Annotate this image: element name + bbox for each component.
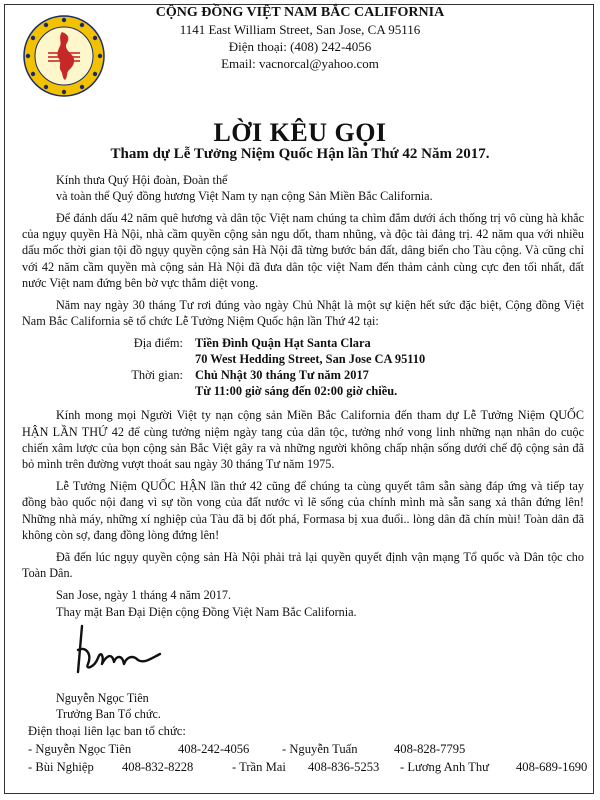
closing-date: San Jose, ngày 1 tháng 4 năm 2017. xyxy=(56,588,232,603)
location-address-text: 70 West Hedding Street, San Jose CA 95110 xyxy=(195,352,426,367)
contact-phone: 408-828-7795 xyxy=(394,742,466,756)
contact-phone: 408-242-4056 xyxy=(178,742,250,756)
contact-name: - Nguyễn Tuấn xyxy=(282,742,358,756)
signature xyxy=(68,620,168,680)
org-name: CỘNG ĐỒNG VIỆT NAM BẮC CALIFORNIA xyxy=(155,5,445,20)
contacts xyxy=(28,722,588,776)
event-hours: Từ 11:00 giờ sáng đến 02:00 giờ chiều. xyxy=(195,384,398,399)
greeting-line-1: Kính thưa Quý Hội đoàn, Đoàn thể xyxy=(56,173,228,187)
signer-name: Nguyễn Ngọc Tiên xyxy=(56,691,149,705)
contact-phone: 408-689-1690 xyxy=(516,760,588,774)
time-spacer xyxy=(22,383,195,399)
contact-name: - Nguyễn Ngọc Tiên xyxy=(28,742,132,756)
contact-name: - Trần Mai xyxy=(232,760,286,774)
paragraph-3: Năm nay ngày 30 tháng Tư rơi đúng vào ngày Chủ Nhật là một sự kiện hết sức đặc biệt, Cộng đồng Việt Nam Bắc California sẽ tổ chức Lễ Tưởng Niệm Quốc hận lần Thứ 42 tại: xyxy=(22,298,584,329)
contacts-row-1 xyxy=(28,740,588,758)
location-name: Tiền Đình Quận Hạt Santa Clara xyxy=(195,336,371,351)
event-date: Chủ Nhật 30 tháng Tư năm 2017 xyxy=(195,368,369,383)
community-logo xyxy=(22,14,106,98)
signer-title: Trưởng Ban Tổ chức. xyxy=(56,707,161,721)
contact-phone: 408-832-8228 xyxy=(122,760,194,774)
contacts-row-2 xyxy=(28,758,588,776)
signer-block xyxy=(56,690,161,722)
paragraph-6: Đã đến lúc ngụy quyền cộng sản Hà Nội phải trả lại quyền quyết định vận mạng Tổ quốc và Dân tộc cho Toàn Dân. xyxy=(22,550,584,581)
org-email: Email: vacnorcal@yahoo.com xyxy=(221,56,379,71)
org-address: 1141 East William Street, San Jose, CA 95116 xyxy=(179,22,421,37)
time-label: Thời gian: xyxy=(131,368,183,383)
location-label: Địa điểm: xyxy=(133,336,183,351)
contacts-heading: Điện thoại liên lạc ban tổ chức: xyxy=(28,724,186,738)
paragraph-2: Để đánh dấu 42 năm quê hương và dân tộc Việt nam chúng ta chìm đắm dưới ách thống trị vô cùng hà khắc của ngụy quyền Hà Nội, nhà cầm quyền cộng sản ngu dốt, tham nhũng, và độc tài đảng trị. 42 năm qua với nhiều dấu mốc thời gian tội đồ ngụy quyền cộng sản Hà Nội đã từng bước bán đất, dâng biển cho Tàu cộng. Và cũng chỉ với 42 năm cầm quyền mà cộng sản Hà Nội đã đưa dân tộc việt Nam đến thảm cảnh cùng cực đen tối nhất, đất nước Việt nam đứng bên bờ vực thẳm diệt vong. xyxy=(22,211,584,290)
location-address xyxy=(22,351,584,367)
document-title: LỜI KÊU GỌI xyxy=(213,118,387,147)
letterhead xyxy=(120,4,480,72)
contact-name: - Lương Anh Thư xyxy=(400,760,489,774)
contact-name: - Bùi Nghiệp xyxy=(28,760,94,774)
paragraph-5: Lễ Tưởng Niệm QUỐC HẬN lần thứ 42 cũng để chúng ta cùng quyết tâm sẵn sàng đáp ứng và tiếp tay đồng bào quốc nội đang vì sự tồn vong của đất nước vì lẽ sống của chính mình mà sẵn sang xả thân đứng lên! Những nhà máy, những xí nghiệp của Tàu đã bị đốt phá, Formasa bị xua đuổi.. lòng dân đã chín mùi! Toàn dân đã không còn sợ, đang đồng lòng đứng lên! xyxy=(22,479,584,542)
greeting-line-2: và toàn thể Quý đồng hương Việt Nam ty nạn cộng Sản Miền Bắc California. xyxy=(56,189,433,203)
contact-phone: 408-836-5253 xyxy=(308,760,380,774)
closing xyxy=(22,587,584,619)
org-phone: Điện thoại: (408) 242-4056 xyxy=(228,39,372,54)
document-subtitle: Tham dự Lễ Tưởng Niệm Quốc Hận lần Thứ 42 Năm 2017. xyxy=(110,146,490,162)
closing-on-behalf: Thay mặt Ban Đại Diện cộng Đồng Việt Nam Bắc California. xyxy=(56,604,357,619)
paragraph-4: Kính mong mọi Người Việt ty nạn cộng sản Miền Bắc California đến tham dự Lễ Tưởng Niệm QUỐC HẬN LẦN THỨ 42 để cùng tưởng niệm ngày tang của dân tộc, tưởng nhớ vong linh những nạn nhân do cuộc chiến xâm lược của bọn cộng sản Bắc Việt gây ra và những người không chấp nhận sống dưới chế độ cộng sản đã bỏ mình trên đường vượt thoát sau ngày 30 tháng Tư năm 1975. xyxy=(22,408,584,472)
event-details xyxy=(22,335,584,399)
letter-body xyxy=(22,172,584,620)
greeting xyxy=(22,172,584,204)
